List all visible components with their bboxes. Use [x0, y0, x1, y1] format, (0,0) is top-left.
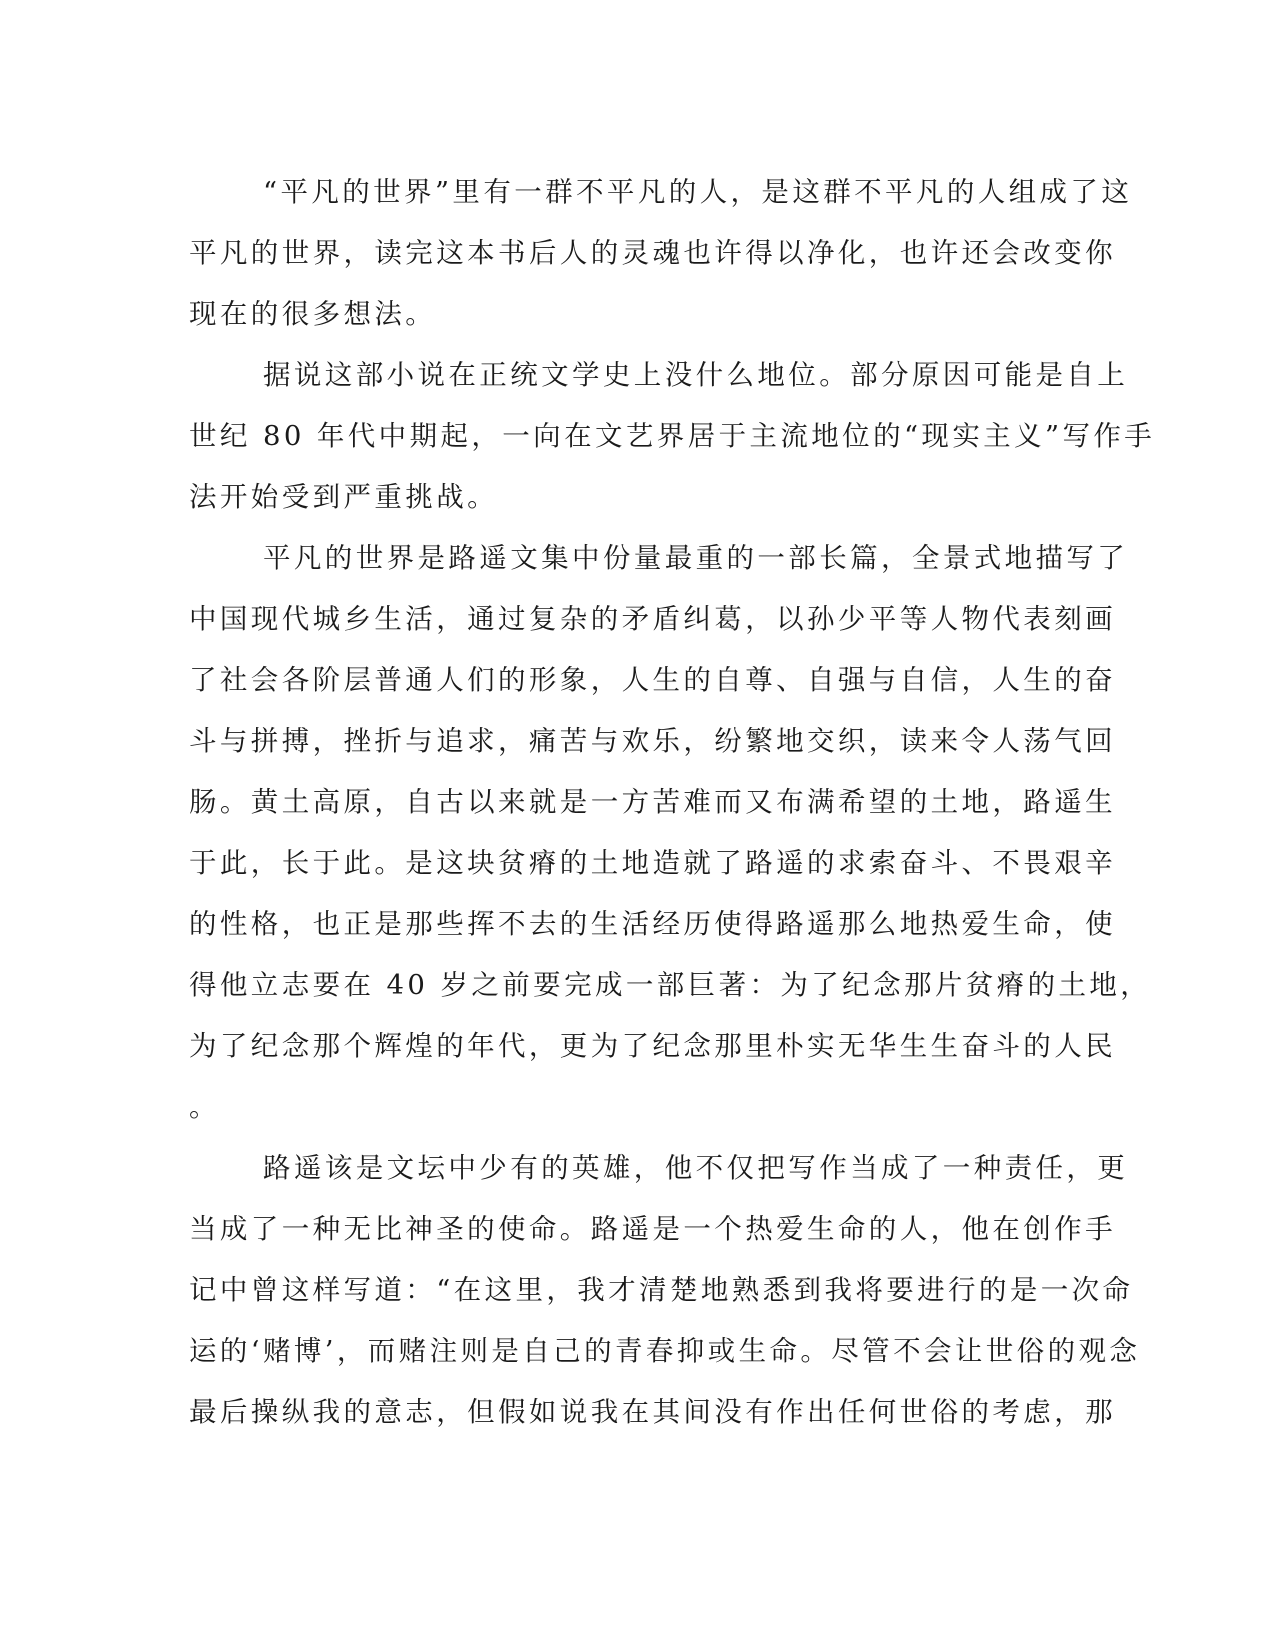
- text-line: 当成了一种无比神圣的使命。路遥是一个热爱生命的人，他在创作手: [189, 1213, 1116, 1245]
- paragraph-4: [189, 1138, 1141, 1443]
- text-line: 路遥该是文坛中少有的英雄，他不仅把写作当成了一种责任，更: [263, 1152, 1129, 1184]
- text-line: 肠。黄土高原，自古以来就是一方苦难而又布满希望的土地，路遥生: [189, 786, 1116, 818]
- text-line: “平凡的世界”里有一群不平凡的人，是这群不平凡的人组成了这: [263, 176, 1133, 208]
- paragraph-1: [189, 162, 1133, 345]
- text-line: 世纪 80 年代中期起，一向在文艺界居于主流地位的“现实主义”写作手: [189, 420, 1156, 452]
- text-line: 为了纪念那个辉煌的年代，更为了纪念那里朴实无华生生奋斗的人民: [189, 1030, 1116, 1062]
- text-line: 。: [189, 1091, 220, 1123]
- text-line: 最后操纵我的意志，但假如说我在其间没有作出任何世俗的考虑，那: [189, 1396, 1116, 1428]
- text-line: 平凡的世界是路遥文集中份量最重的一部长篇，全景式地描写了: [263, 542, 1129, 574]
- text-line: 了社会各阶层普通人们的形象，人生的自尊、自强与自信，人生的奋: [189, 664, 1116, 696]
- text-line: 中国现代城乡生活，通过复杂的矛盾纠葛，以孙少平等人物代表刻画: [189, 603, 1116, 635]
- text-line: 记中曾这样写道：“在这里，我才清楚地熟悉到我将要进行的是一次命: [189, 1274, 1134, 1306]
- paragraph-3: [189, 528, 1152, 1138]
- text-line: 得他立志要在 40 岁之前要完成一部巨著：为了纪念那片贫瘠的土地，: [189, 969, 1152, 1001]
- text-line: 的性格，也正是那些挥不去的生活经历使得路遥那么地热爱生命，使: [189, 908, 1116, 940]
- paragraph-2: [189, 345, 1156, 528]
- text-line: 据说这部小说在正统文学史上没什么地位。部分原因可能是自上: [263, 359, 1129, 391]
- text-line: 法开始受到严重挑战。: [189, 481, 498, 513]
- text-line: 斗与拼搏，挫折与追求，痛苦与欢乐，纷繁地交织，读来令人荡气回: [189, 725, 1116, 757]
- text-line: 平凡的世界，读完这本书后人的灵魂也许得以净化，也许还会改变你: [189, 237, 1116, 269]
- text-line: 运的‘赌博’，而赌注则是自己的青春抑或生命。尽管不会让世俗的观念: [189, 1335, 1141, 1367]
- document-body: [189, 162, 1156, 1443]
- text-line: 现在的很多想法。: [189, 298, 437, 330]
- text-line: 于此，长于此。是这块贫瘠的土地造就了路遥的求索奋斗、不畏艰辛: [189, 847, 1116, 879]
